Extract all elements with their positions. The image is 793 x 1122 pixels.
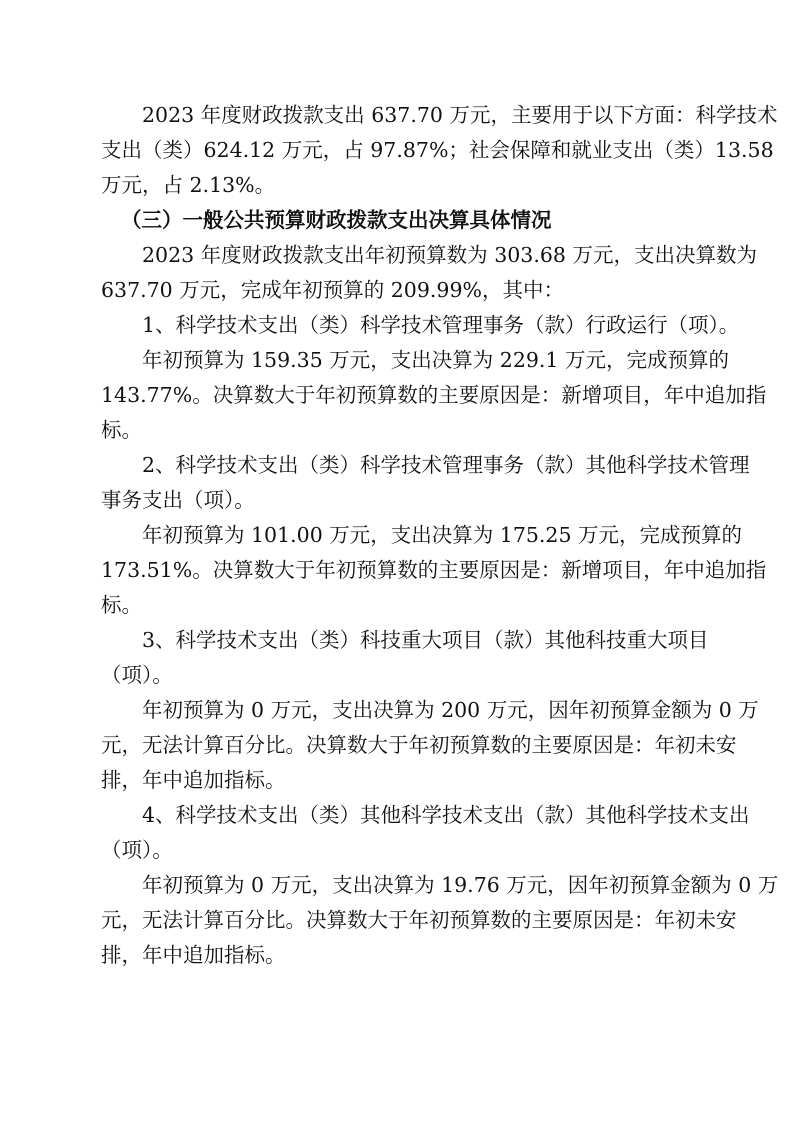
text-line: 年初预算为 0 万元，支出决算为 19.76 万元，因年初预算金额为 0 万 xyxy=(142,873,779,897)
text-line: 年初预算为 0 万元，支出决算为 200 万元，因年初预算金额为 0 万 xyxy=(142,698,759,722)
paragraph xyxy=(101,518,767,623)
paragraph xyxy=(101,238,757,308)
paragraph xyxy=(101,343,767,448)
text-line: 排，年中追加指标。 xyxy=(101,943,286,967)
text-line: 元，无法计算百分比。决算数大于年初预算数的主要原因是：年初未安 xyxy=(101,908,737,932)
section-heading xyxy=(101,203,698,238)
text-line: （项）。 xyxy=(101,663,173,687)
paragraph xyxy=(101,868,779,973)
paragraph xyxy=(101,693,759,798)
text-line: 2、科学技术支出（类）科学技术管理事务（款）其他科学技术管理 xyxy=(142,453,750,477)
text-line: 标。 xyxy=(101,593,142,617)
text-line: 143.77%。决算数大于年初预算数的主要原因是：新增项目，年中追加指 xyxy=(101,383,767,407)
text-line: 637.70 万元，完成年初预算的 209.99%，其中： xyxy=(101,278,564,302)
text-line: 1、科学技术支出（类）科学技术管理事务（款）行政运行（项）。 xyxy=(142,313,740,337)
text-line: 事务支出（项）。 xyxy=(101,488,255,512)
text-line: 年初预算为 159.35 万元，支出决算为 229.1 万元，完成预算的 xyxy=(142,348,729,372)
text-line: 2023 年度财政拨款支出 637.70 万元，主要用于以下方面：科学技术 xyxy=(142,103,778,127)
text-line: 2023 年度财政拨款支出年初预算数为 303.68 万元，支出决算数为 xyxy=(142,243,757,267)
text-line: 3、科学技术支出（类）科技重大项目（款）其他科技重大项目 xyxy=(142,628,709,652)
text-line: 标。 xyxy=(101,418,142,442)
paragraph xyxy=(101,448,750,518)
text-line: （三）一般公共预算财政拨款支出决算具体情况 xyxy=(121,208,552,232)
paragraph xyxy=(101,98,778,203)
text-line: 4、科学技术支出（类）其他科学技术支出（款）其他科学技术支出 xyxy=(142,803,750,827)
text-line: 万元，占 2.13%。 xyxy=(101,173,276,197)
text-line: 排，年中追加指标。 xyxy=(101,768,286,792)
text-line: 元，无法计算百分比。决算数大于年初预算数的主要原因是：年初未安 xyxy=(101,733,737,757)
paragraph xyxy=(101,308,740,343)
text-line: 年初预算为 101.00 万元，支出决算为 175.25 万元，完成预算的 xyxy=(142,523,743,547)
paragraph xyxy=(101,798,750,868)
text-line: （项）。 xyxy=(101,838,173,862)
text-line: 173.51%。决算数大于年初预算数的主要原因是：新增项目，年中追加指 xyxy=(101,558,767,582)
paragraph xyxy=(101,623,709,693)
document-page xyxy=(101,98,779,973)
text-line: 支出（类）624.12 万元，占 97.87%；社会保障和就业支出（类）13.58 xyxy=(101,138,774,162)
